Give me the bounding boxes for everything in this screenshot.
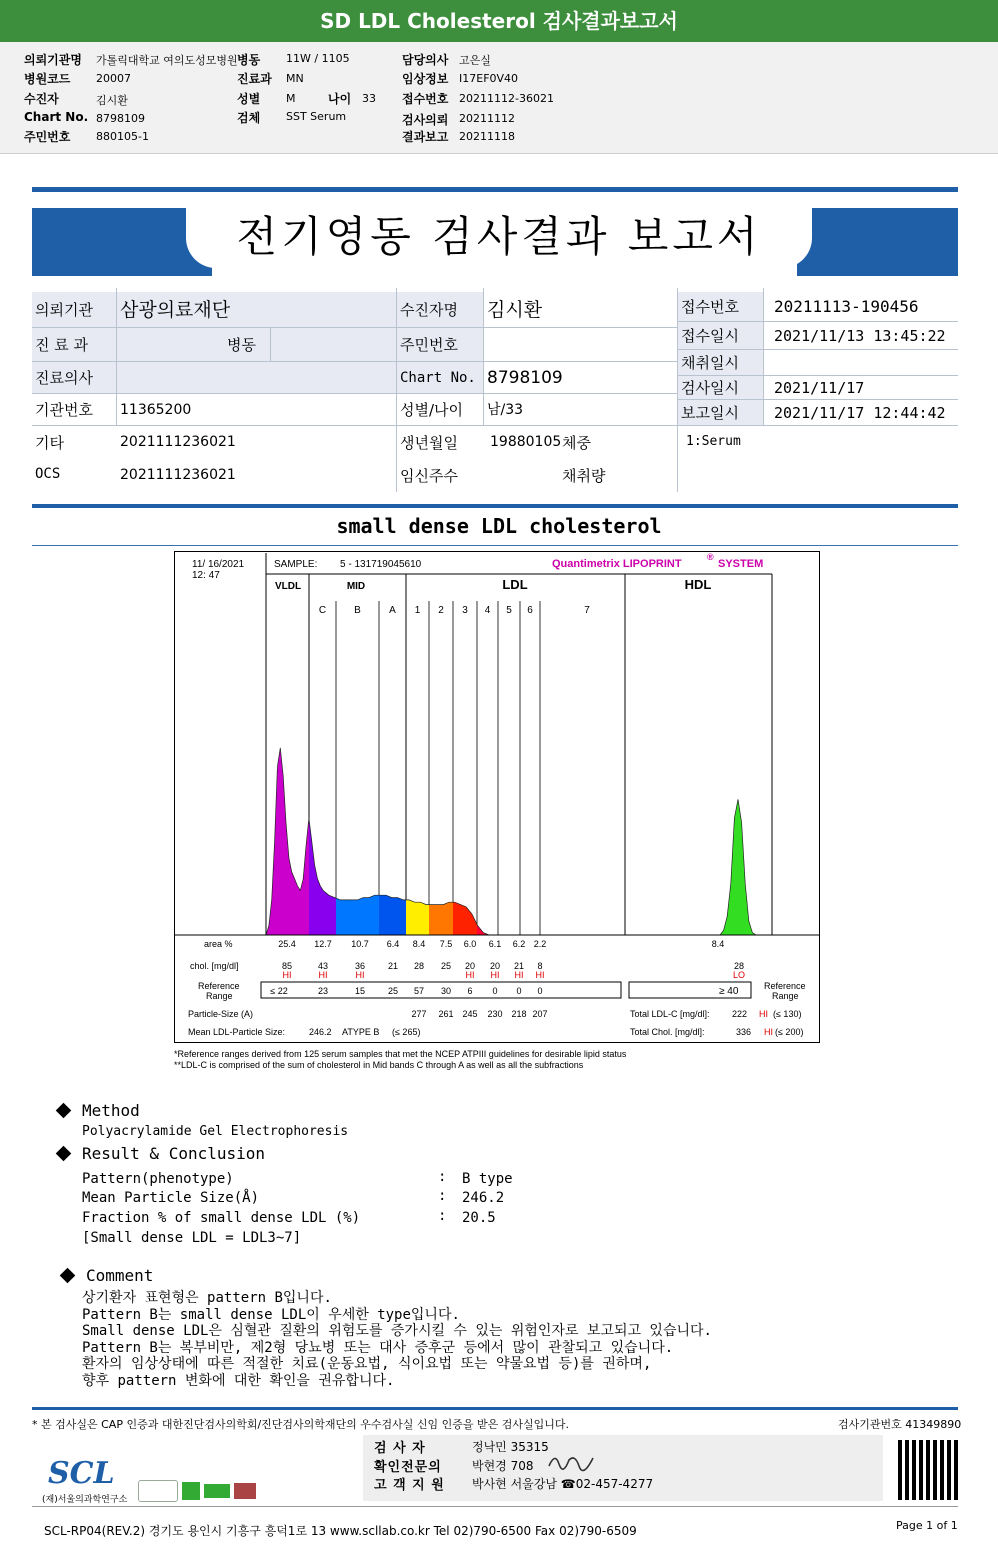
top-report-title: SD LDL Cholesterol 검사결과보고서	[0, 0, 998, 42]
value-hospital-code: 20007	[96, 72, 131, 85]
scl-logo-sub: (재)서울의과학연구소	[42, 1495, 128, 1505]
chol-flag: HI	[514, 970, 524, 980]
ref-value: 57	[413, 986, 425, 996]
total-ldl-label: Total LDL-C [mg/dl]:	[630, 1009, 710, 1019]
brand-name: Quantimetrix LIPOPRINT	[552, 558, 682, 570]
chol-flag: HI	[355, 970, 365, 980]
chol-flag: HI	[318, 970, 328, 980]
chol-value: 28	[413, 961, 425, 971]
total-chol-label: Total Chol. [mg/dl]:	[630, 1027, 705, 1037]
profile-segment	[453, 902, 477, 935]
comment-line: Small dense LDL은 심혈관 질환의 위험도를 증가시킬 수 있는 위험인자로 보고되고 있습니다.	[82, 1323, 712, 1339]
value-receipt-no: 20211113-190456	[764, 292, 958, 322]
label-sex: 성별	[237, 92, 261, 106]
lab-number: 검사기관번호 41349890	[838, 1418, 962, 1431]
result-bullet-icon	[56, 1146, 72, 1162]
label-preg: 임신주수	[400, 467, 458, 485]
top-info-panel	[0, 42, 998, 154]
scl-logo: SCL	[48, 1456, 115, 1491]
value-report-date: 2021/11/17 12:44:42	[764, 400, 958, 426]
label-hospital-code: 병원코드	[24, 72, 71, 86]
label-age: 나이	[328, 92, 352, 106]
comment-line: 환자의 임상상태에 따른 적절한 치료(운동요법, 식이요법 또는 약물요법 등)를 권하며,	[82, 1356, 652, 1372]
ref-value: 0	[516, 986, 522, 996]
band-label: 5	[506, 605, 512, 616]
label-request-date: 검사의뢰	[402, 113, 449, 127]
value-birth: 19880105	[490, 434, 562, 450]
label-chart-no-2: Chart No.	[397, 362, 483, 394]
value-receipt: 20211112-36021	[459, 92, 554, 105]
cap-logo-icon	[138, 1480, 178, 1502]
label-report-date: 보고일시	[678, 400, 763, 426]
label-rrn-2: 주민번호	[397, 328, 483, 362]
value-etc: 2021111236021	[120, 434, 236, 450]
result-note: [Small dense LDL = LDL3~7]	[82, 1230, 302, 1246]
ref-value: 23	[317, 986, 329, 996]
result-heading: Result & Conclusion	[82, 1144, 266, 1163]
report-title: 전기영동 검사결과 보고서	[236, 212, 762, 261]
band-label: 1	[414, 605, 421, 616]
ref-row-label-2: Range	[206, 991, 233, 1001]
ref-value: 25	[387, 986, 399, 996]
value-result-date: 20211118	[459, 130, 515, 143]
label-patient-name: 수진자명	[397, 292, 483, 328]
area-value: 6.4	[386, 939, 400, 949]
total-chol-value: 336	[736, 1027, 752, 1037]
chol-flag: HI	[535, 970, 545, 980]
ref-right-label-1: Reference	[764, 981, 806, 991]
value-doctor-2	[117, 362, 396, 394]
signature-icon	[545, 1450, 597, 1474]
label-doctor: 담당의사	[402, 53, 449, 67]
result-value-size: 246.2	[462, 1190, 505, 1206]
profile-segment	[429, 902, 453, 935]
footer-address: SCL-RP04(REV.2) 경기도 용인시 기흥구 흥덕1로 13 www.scllab.co.kr Tel 02)790-6500 Fax 02)790-6509	[44, 1524, 637, 1538]
cert-text: * 본 검사실은 CAP 인증과 대한진단검사의학회/진단검사의학재단의 우수검사실 신임 인증을 받은 검사실입니다.	[32, 1418, 570, 1431]
value-rrn: 880105-1	[96, 130, 149, 143]
hdl-flag: LO	[732, 970, 746, 980]
value-ward: 11W / 1105	[286, 52, 350, 65]
value-clinical-info: I17EF0V40	[459, 72, 519, 85]
particle-value: 261	[438, 1009, 454, 1019]
band-label: 2	[438, 605, 444, 616]
label-collect-date: 채취일시	[678, 350, 763, 376]
method-text: Polyacrylamide Gel Electrophoresis	[82, 1124, 349, 1139]
staff-role: 고 객 지 원	[374, 1478, 445, 1493]
label-result-date: 결과보고	[402, 130, 449, 144]
value-chart-no-2: 8798109	[484, 362, 677, 394]
hdl-peak	[720, 799, 756, 935]
label-ward: 병동	[237, 53, 261, 67]
result-colon: :	[438, 1169, 447, 1185]
mean-label: Mean LDL-Particle Size:	[188, 1027, 286, 1037]
value-dept: MN	[286, 72, 304, 85]
profile-segment	[406, 900, 429, 935]
staff-role: 검 사 자	[374, 1441, 426, 1456]
chart-title: small dense LDL cholesterol	[336, 514, 662, 538]
label-rrn: 주민번호	[24, 130, 71, 144]
arrab-logo-icon	[234, 1483, 256, 1499]
ref-value: 0	[537, 986, 543, 996]
value-specimen-2: 1:Serum	[686, 434, 741, 449]
chol-value: 36	[354, 961, 366, 971]
profile-segment	[379, 895, 406, 935]
staff-info: 박사현 서울강남 ☎02-457-4277	[472, 1477, 654, 1491]
band-label: 6	[527, 605, 533, 616]
result-label-pattern: Pattern(phenotype)	[82, 1171, 234, 1187]
profile-segment	[309, 819, 336, 935]
value-doctor: 고은실	[459, 54, 491, 67]
value-test-date: 2021/11/17	[764, 376, 958, 400]
area-value: 2.2	[533, 939, 547, 949]
area-value: 6.2	[512, 939, 526, 949]
chol-value: 20	[464, 961, 476, 971]
result-label-fraction: Fraction % of small dense LDL (%)	[82, 1210, 361, 1226]
band-label: 3	[462, 605, 468, 616]
mean-value: 246.2	[309, 1027, 332, 1037]
particle-value: 245	[462, 1009, 478, 1019]
eqa-logo-icon	[204, 1484, 230, 1498]
result-value-pattern: B type	[462, 1171, 513, 1187]
area-value: 6.1	[488, 939, 502, 949]
banner-left-block	[32, 208, 212, 276]
footer-divider	[32, 1506, 958, 1507]
group-label: MID	[346, 581, 366, 592]
footnote-2: **LDL-C is comprised of the sum of cholesterol in Mid bands C through A as well as all the subfractions	[174, 1060, 584, 1070]
value-dept-2: 병동	[117, 328, 270, 362]
area-value: 10.7	[351, 939, 369, 949]
hdl-chol: 28	[733, 961, 745, 971]
brand-suffix: SYSTEM	[718, 558, 764, 570]
ref-row-label-1: Reference	[198, 981, 240, 991]
value-org-no: 11365200	[117, 394, 396, 426]
comment-line: 상기환자 표현형은 pattern B입니다.	[82, 1290, 332, 1306]
result-colon: :	[438, 1208, 447, 1224]
method-heading: Method	[82, 1101, 140, 1120]
label-chart-no: Chart No.	[24, 110, 89, 124]
label-weight: 체중	[562, 434, 591, 452]
ref-value: 15	[354, 986, 366, 996]
profile-segment	[336, 895, 379, 935]
area-value: 12.7	[314, 939, 332, 949]
lm-logo-icon	[182, 1482, 200, 1500]
value-chart-no: 8798109	[96, 112, 145, 125]
info-table	[32, 288, 958, 492]
value-patient: 김시환	[96, 94, 128, 107]
table-bottom-line	[32, 504, 958, 508]
group-label: HDL	[684, 577, 712, 592]
label-req-org: 의뢰기관명	[24, 53, 82, 67]
group-label: LDL	[502, 577, 528, 592]
value-receipt-date: 2021/11/13 13:45:22	[764, 322, 958, 350]
label-sex-age: 성별/나이	[397, 394, 483, 426]
footnote-1: *Reference ranges derived from 125 serum samples that met the NCEP ATPIII guidelines for desirable lipid status	[174, 1049, 627, 1059]
comment-line: 향후 pattern 변화에 대한 확인을 권유합니다.	[82, 1373, 395, 1389]
label-specimen: 검체	[237, 111, 261, 125]
chol-value: 43	[317, 961, 329, 971]
comment-line: Pattern B는 small dense LDL이 우세한 type입니다.	[82, 1307, 460, 1323]
total-chol-ref: (≤ 200)	[775, 1027, 804, 1037]
label-doctor-2: 진료의사	[32, 362, 116, 394]
value-patient-name: 김시환	[484, 292, 677, 328]
chol-value: 8	[537, 961, 543, 971]
chol-value: 85	[281, 961, 293, 971]
band-label: B	[354, 605, 361, 616]
label-patient: 수진자	[24, 92, 59, 106]
particle-value: 277	[411, 1009, 427, 1019]
label-dept-2: 진 료 과	[32, 328, 116, 362]
ref-value: ≤ 22	[270, 986, 288, 996]
value-request-date: 20211112	[459, 112, 515, 125]
staff-role: 확인전문의	[374, 1460, 442, 1475]
area-row-label: area %	[204, 939, 233, 949]
comment-heading: Comment	[86, 1266, 154, 1285]
result-colon: :	[438, 1188, 447, 1204]
mean-type: ATYPE B	[342, 1027, 380, 1037]
comment-bullet-icon	[60, 1268, 76, 1284]
result-label-size: Mean Particle Size(Å)	[82, 1190, 260, 1206]
qr-code-icon	[898, 1440, 958, 1500]
chart-title-underline	[32, 545, 958, 546]
band-label: C	[318, 605, 327, 616]
area-value: 7.5	[439, 939, 453, 949]
particle-label: Particle-Size (A)	[188, 1009, 254, 1019]
value-sex-age: 남/33	[484, 394, 677, 426]
value-ocs: 2021111236021	[120, 467, 236, 483]
comment-line: Pattern B는 복부비만, 제2형 당뇨병 또는 대사 증후군 등에서 많이 관찰되고 있습니다.	[82, 1340, 674, 1356]
mean-ref: (≤ 265)	[392, 1027, 421, 1037]
particle-value: 218	[511, 1009, 527, 1019]
value-rrn-2	[484, 328, 677, 362]
area-value: 8.4	[412, 939, 426, 949]
label-ocs: OCS	[35, 466, 61, 482]
chart-date: 11/ 16/2021	[192, 559, 245, 570]
banner-right-block	[797, 208, 958, 276]
label-dept: 진료과	[237, 72, 272, 86]
method-bullet-icon	[56, 1103, 72, 1119]
value-sex: M	[286, 92, 296, 105]
chol-value: 25	[440, 961, 452, 971]
chol-value: 21	[387, 961, 399, 971]
label-birth: 생년월일	[400, 434, 458, 452]
staff-info: 정낙민 35315	[472, 1440, 549, 1454]
value-collect-date	[764, 350, 958, 376]
group-label: VLDL	[274, 581, 302, 592]
staff-info: 박현경 708	[472, 1459, 534, 1473]
chol-value: 21	[513, 961, 525, 971]
title-top-line	[32, 187, 958, 192]
ref-value: 0	[492, 986, 498, 996]
chol-flag: HI	[282, 970, 292, 980]
value-req-org-2: 삼광의료재단	[117, 292, 396, 328]
label-receipt-date: 접수일시	[678, 322, 763, 350]
ref-value: 30	[440, 986, 452, 996]
total-ldl-ref: (≤ 130)	[773, 1009, 802, 1019]
particle-value: 207	[532, 1009, 548, 1019]
lipoprint-chart	[174, 551, 820, 1043]
area-value: 25.4	[278, 939, 296, 949]
hdl-ref: ≥ 40	[719, 986, 739, 997]
brand-registered: ®	[707, 552, 714, 562]
label-receipt: 접수번호	[402, 92, 449, 106]
label-receipt-no: 접수번호	[678, 292, 763, 322]
label-etc: 기타	[35, 434, 64, 452]
label-clinical-info: 임상정보	[402, 72, 449, 86]
total-ldl-value: 222	[732, 1009, 748, 1019]
band-label: A	[389, 605, 396, 616]
particle-value: 230	[487, 1009, 503, 1019]
ref-value: 6	[467, 986, 473, 996]
label-req-org-2: 의뢰기관	[32, 292, 116, 328]
total-chol-flag: HI	[764, 1027, 773, 1037]
label-test-date: 검사일시	[678, 376, 763, 400]
value-req-org: 가톨릭대학교 여의도성모병원	[96, 54, 238, 67]
label-org-no: 기관번호	[32, 394, 116, 426]
area-value: 6.0	[463, 939, 477, 949]
value-age: 33	[362, 92, 376, 105]
total-ldl-flag: HI	[759, 1009, 768, 1019]
dept-blank	[271, 328, 396, 362]
chart-time: 12: 47	[192, 570, 220, 581]
chol-flag: HI	[490, 970, 500, 980]
band-label: 7	[584, 605, 590, 616]
sample-id: 5 - 131719045610	[340, 559, 422, 570]
chol-row-label: chol. [mg/dl]	[190, 961, 239, 971]
profile-segment	[477, 924, 498, 935]
result-value-fraction: 20.5	[462, 1210, 496, 1226]
sample-label: SAMPLE:	[274, 559, 318, 570]
ref-right-label-2: Range	[772, 991, 799, 1001]
chol-flag: HI	[465, 970, 475, 980]
band-label: 4	[484, 605, 491, 616]
value-specimen: SST Serum	[286, 110, 347, 123]
chol-value: 20	[489, 961, 501, 971]
label-volume: 채취량	[562, 467, 606, 485]
footer-top-line	[32, 1407, 958, 1410]
hdl-area: 8.4	[711, 939, 725, 949]
page-number: Page 1 of 1	[896, 1519, 958, 1532]
